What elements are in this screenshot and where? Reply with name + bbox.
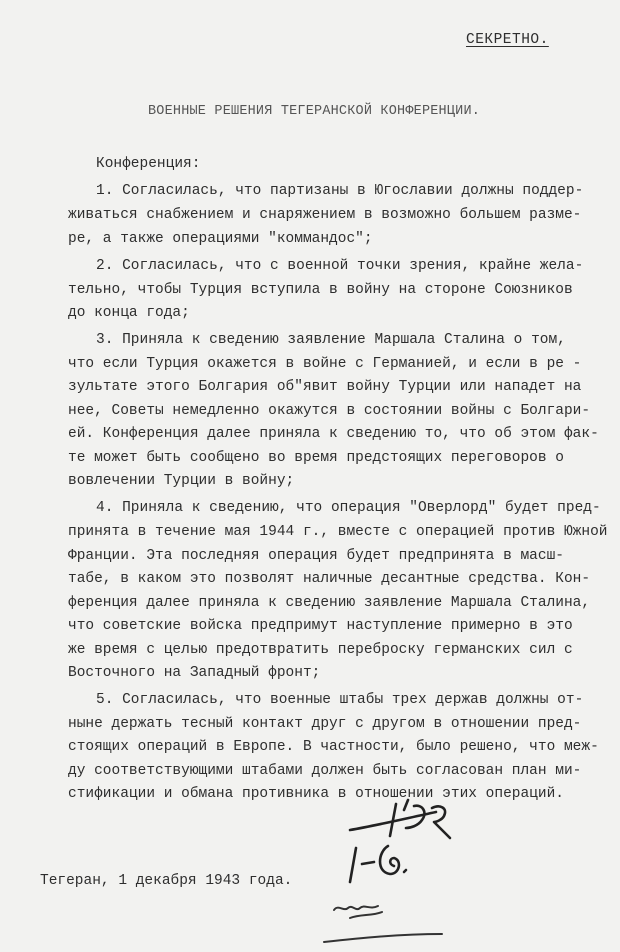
- document-title: ВОЕННЫЕ РЕШЕНИЯ ТЕГЕРАНСКОЙ КОНФЕРЕНЦИИ.: [148, 104, 481, 119]
- text-line: до конца года;: [68, 305, 190, 321]
- text-line: живаться снабжением и снаряжением в возможно большем разме-: [68, 207, 582, 223]
- classification-mark: СЕКРЕТНО.: [466, 32, 549, 48]
- text-line: табе, в каком это позволят наличные десантные средства. Кон-: [68, 571, 591, 587]
- text-line: те может быть сообщено во время предстоящих переговоров о: [68, 450, 564, 466]
- place-and-date: Тегеран, 1 декабря 1943 года.: [40, 873, 293, 889]
- text-line: ду соответствующими штабами должен быть согласован план ми-: [68, 763, 582, 779]
- signature-stalin-icon: [320, 898, 450, 950]
- text-line: 4. Приняла к сведению, что операция "Оверлорд" будет пред-: [96, 500, 601, 516]
- text-line: 5. Согласилась, что военные штабы трех держав должны от-: [96, 692, 584, 708]
- text-line: что если Турция окажется в войне с Германией, и если в ре -: [68, 356, 582, 372]
- text-line: что советские войска предпримут наступление примерно в это: [68, 618, 573, 634]
- text-line: ныне держать тесный контакт друг с другом в отношении пред-: [68, 716, 582, 732]
- text-line: стификации и обмана противника в отношении этих операций.: [68, 786, 564, 802]
- intro-text: Конференция:: [96, 156, 201, 172]
- text-line: стоящих операций в Европе. В частности, было решено, что меж-: [68, 739, 599, 755]
- signatures-fdr-ws-icon: [344, 798, 474, 888]
- text-line: ей. Конференция далее приняла к сведению то, что об этом фак-: [68, 426, 599, 442]
- text-line: ференция далее приняла к сведению заявление Маршала Сталина,: [68, 595, 591, 611]
- text-line: ре, а также операциями "коммандос";: [68, 231, 373, 247]
- text-line: Франции. Эта последняя операция будет предпринята в масш-: [68, 548, 564, 564]
- text-line: 2. Согласилась, что с военной точки зрения, крайне жела-: [96, 258, 584, 274]
- text-line: вовлечении Турции в войну;: [68, 473, 295, 489]
- text-line: тельно, чтобы Турция вступила в войну на стороне Союзников: [68, 282, 573, 298]
- text-line: нее, Советы немедленно окажутся в состоянии войны с Болгари-: [68, 403, 591, 419]
- text-line: Восточного на Западный фронт;: [68, 665, 321, 681]
- text-line: зультате этого Болгария об"явит войну Турции или нападет на: [68, 379, 582, 395]
- text-line: 3. Приняла к сведению заявление Маршала Сталина о том,: [96, 332, 566, 348]
- text-line: же время с целью предотвратить переброску германских сил с: [68, 642, 573, 658]
- text-line: 1. Согласилась, что партизаны в Югославии должны поддер-: [96, 183, 584, 199]
- text-line: принята в течение мая 1944 г., вместе с операцией против Южной: [68, 524, 608, 540]
